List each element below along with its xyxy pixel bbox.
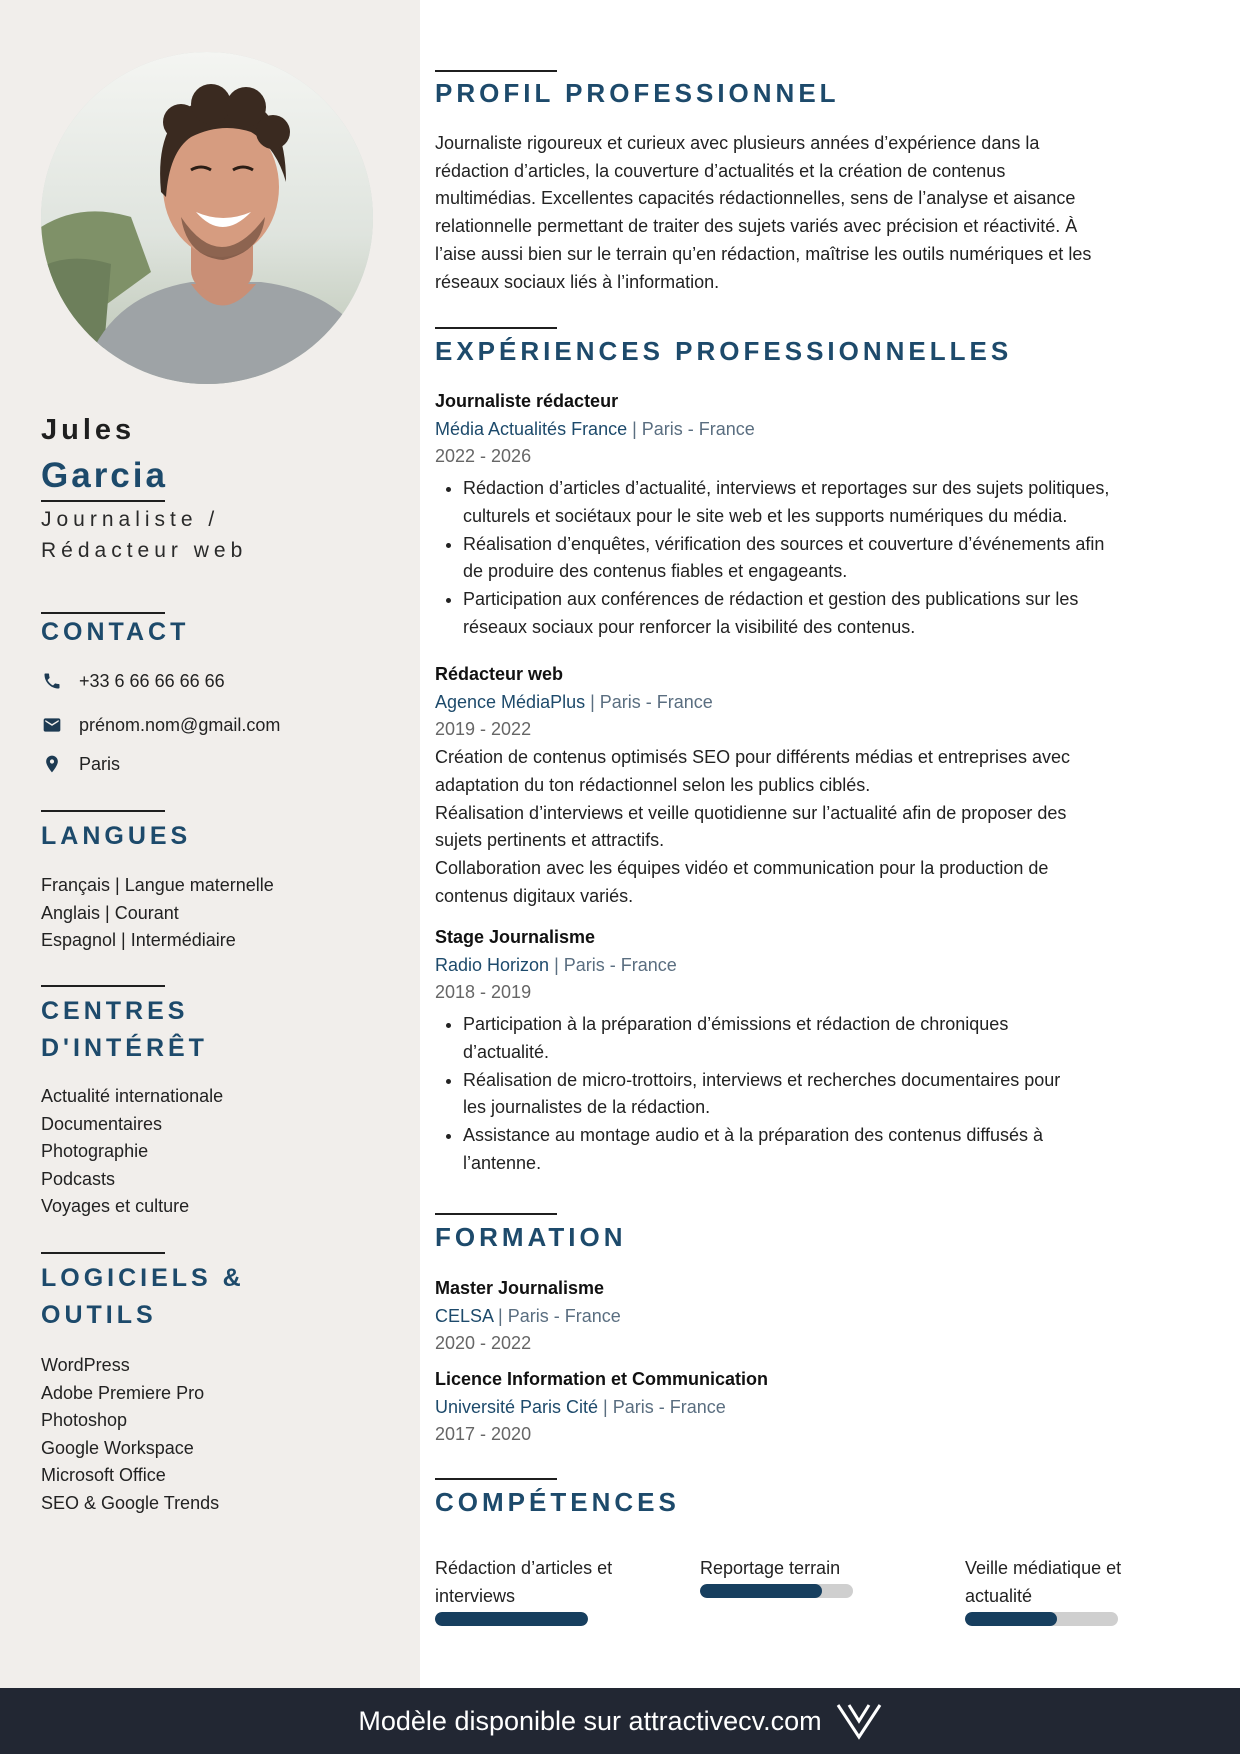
education-entry — [435, 1366, 1215, 1449]
company-name: Média Actualités France — [435, 418, 628, 439]
contact-email — [41, 712, 280, 738]
bullet-line: • Assistance au montage audio et à la préparation des contenus diffusés à — [463, 1124, 1044, 1145]
school-name: CELSA — [435, 1305, 494, 1326]
job-bullet — [463, 1067, 1215, 1122]
job-location: | Paris - France — [549, 954, 677, 975]
bullet-line: de produire des contenus fiables et engageants. — [463, 561, 848, 582]
bullet-line: • Réalisation de micro-trottoirs, interviews et recherches documentaires pour — [463, 1069, 1061, 1090]
phone-icon — [41, 670, 63, 692]
interests-heading-line: CENTRES — [41, 997, 189, 1025]
job-location: | Paris - France — [585, 691, 713, 712]
phone-number: +33 6 66 66 66 66 — [79, 670, 225, 691]
skill-label-line: Reportage terrain — [700, 1558, 841, 1578]
job-bullets — [435, 475, 1215, 641]
company-name: Radio Horizon — [435, 954, 550, 975]
bullet-line: d’actualité. — [463, 1041, 550, 1062]
skill-level-fill — [700, 1584, 822, 1598]
tools-heading-line: OUTILS — [41, 1301, 157, 1329]
job-title — [41, 504, 381, 566]
job-bullet — [463, 475, 1215, 530]
languages-list — [41, 872, 391, 955]
profile-line: l’aise aussi bien sur le terrain qu’en rédaction, maîtrise les outils numériques et les — [435, 243, 1092, 264]
job-organization — [435, 952, 1215, 980]
bullet-line: réseaux sociaux pour renforcer la visibilité des contenus. — [463, 616, 916, 637]
school-location: | Paris - France — [493, 1305, 621, 1326]
interest-item: Documentaires — [41, 1113, 163, 1134]
name-divider — [41, 500, 165, 502]
description-line: sujets pertinents et attractifs. — [435, 830, 665, 851]
contact-location — [41, 751, 120, 777]
job-bullets — [435, 1011, 1215, 1177]
section-divider — [435, 70, 557, 72]
job-dates: 2022 - 2026 — [435, 446, 532, 467]
bullet-line: l’antenne. — [463, 1152, 542, 1173]
section-divider — [435, 1478, 557, 1480]
education-entry — [435, 1275, 1215, 1358]
interests-heading — [41, 993, 381, 1067]
experience-entry — [435, 661, 1215, 910]
tool-item: Google Workspace — [41, 1437, 194, 1458]
skill-level-bar — [435, 1612, 588, 1626]
tool-item: Microsoft Office — [41, 1465, 166, 1486]
job-position: Stage Journalisme — [435, 927, 596, 947]
bullet-line: culturels et sociétaux pour le site web et les supports numériques du média. — [463, 505, 1068, 526]
skills-grid — [435, 1555, 1225, 1635]
tool-item: SEO & Google Trends — [41, 1492, 220, 1513]
skill-level-fill — [435, 1612, 588, 1626]
experience-heading: EXPÉRIENCES PROFESSIONNELLES — [435, 336, 1013, 366]
profile-photo — [41, 52, 373, 384]
footer-banner[interactable] — [0, 1688, 1240, 1754]
tools-heading-line: LOGICIELS & — [41, 1264, 245, 1292]
language-item: Espagnol | Intermédiaire — [41, 930, 236, 951]
last-name: Garcia — [41, 456, 168, 495]
section-divider — [41, 985, 165, 987]
bullet-line: • Rédaction d’articles d’actualité, interviews et reportages sur des sujets politiques, — [463, 478, 1110, 499]
bullet-line: • Réalisation d’enquêtes, vérification des sources et couverture d’événements afin — [463, 533, 1105, 554]
job-organization — [435, 416, 1215, 444]
interests-heading-line: D'INTÉRÊT — [41, 1034, 208, 1062]
tools-heading — [41, 1260, 381, 1334]
education-dates: 2020 - 2022 — [435, 1333, 532, 1354]
interest-item: Actualité internationale — [41, 1086, 224, 1106]
location-text: Paris — [79, 753, 121, 774]
section-divider — [435, 1213, 557, 1215]
section-divider — [41, 810, 165, 812]
experience-entry — [435, 924, 1215, 1177]
attractivecv-v-logo-icon — [836, 1702, 882, 1740]
bullet-line: les journalistes de la rédaction. — [463, 1097, 711, 1118]
job-dates: 2018 - 2019 — [435, 982, 532, 1003]
language-item: Français | Langue maternelle — [41, 875, 274, 895]
skill-label-line: interviews — [435, 1585, 516, 1606]
interests-list — [41, 1083, 391, 1221]
company-name: Agence MédiaPlus — [435, 691, 586, 712]
footer-text[interactable]: Modèle disponible sur attractivecv.com — [358, 1705, 822, 1736]
job-position: Rédacteur web — [435, 664, 564, 684]
tool-item: Adobe Premiere Pro — [41, 1382, 205, 1403]
skill-level-fill — [965, 1612, 1057, 1626]
job-location: | Paris - France — [627, 418, 755, 439]
skill-label-line: Rédaction d’articles et — [435, 1558, 613, 1578]
skill-item — [965, 1555, 1175, 1610]
job-title-line: Rédacteur web — [41, 539, 248, 562]
description-line: contenus digitaux variés. — [435, 885, 634, 906]
contact-heading: CONTACT — [41, 618, 190, 646]
skill-item — [700, 1555, 910, 1583]
location-pin-icon — [41, 753, 63, 775]
tools-list — [41, 1352, 391, 1518]
job-title-line: Journaliste / — [41, 508, 220, 531]
job-bullet — [463, 1011, 1215, 1066]
bullet-line: • Participation à la préparation d’émissions et rédaction de chroniques — [463, 1014, 1009, 1035]
school — [435, 1394, 1215, 1422]
skill-label-line: actualité — [965, 1585, 1033, 1606]
tool-item: Photoshop — [41, 1410, 128, 1431]
degree-title: Master Journalisme — [435, 1278, 605, 1298]
skill-label-line: Veille médiatique et — [965, 1558, 1122, 1578]
job-bullet — [463, 531, 1215, 586]
first-name: Jules — [41, 414, 136, 446]
job-bullet — [463, 1122, 1215, 1177]
interest-item: Photographie — [41, 1141, 149, 1162]
mail-icon — [41, 714, 63, 736]
experience-entry — [435, 388, 1215, 641]
interest-item: Podcasts — [41, 1168, 116, 1189]
profile-line: Journaliste rigoureux et curieux avec plusieurs années d’expérience dans la — [435, 133, 1040, 153]
profile-line: réseaux sociaux liés à l’information. — [435, 271, 720, 292]
tool-item: WordPress — [41, 1355, 130, 1375]
school-name: Université Paris Cité — [435, 1396, 599, 1417]
contact-phone — [41, 668, 225, 694]
degree-title: Licence Information et Communication — [435, 1369, 769, 1389]
bullet-line: • Participation aux conférences de rédaction et gestion des publications sur les — [463, 588, 1079, 609]
job-description — [435, 744, 1215, 910]
description-line: Création de contenus optimisés SEO pour différents médias et entreprises avec — [435, 747, 1071, 768]
email-address: prénom.nom@gmail.com — [79, 714, 281, 735]
job-bullet — [463, 586, 1215, 641]
skill-level-bar — [700, 1584, 853, 1598]
description-line: adaptation du ton rédactionnel selon les publics ciblés. — [435, 774, 871, 795]
section-divider — [435, 327, 557, 329]
profile-line: multimédias. Excellentes capacités rédactionnelles, sens de l’analyse et aisance — [435, 188, 1076, 209]
education-dates: 2017 - 2020 — [435, 1424, 532, 1445]
job-organization — [435, 689, 1215, 717]
education-heading: FORMATION — [435, 1222, 627, 1252]
interest-item: Voyages et culture — [41, 1196, 190, 1217]
skill-level-bar — [965, 1612, 1118, 1626]
school-location: | Paris - France — [598, 1396, 726, 1417]
job-dates: 2019 - 2022 — [435, 719, 532, 740]
description-line: Collaboration avec les équipes vidéo et communication pour la production de — [435, 857, 1049, 878]
description-line: Réalisation d’interviews et veille quotidienne sur l’actualité afin de proposer des — [435, 802, 1067, 823]
section-divider — [41, 1252, 165, 1254]
profile-line: relationnelle permettant de traiter des sujets variés avec précision et réactivité. À — [435, 216, 1078, 237]
profile-summary — [435, 130, 1210, 296]
school — [435, 1303, 1215, 1331]
job-position: Journaliste rédacteur — [435, 391, 619, 411]
profile-heading: PROFIL PROFESSIONNEL — [435, 78, 840, 108]
skill-item — [435, 1555, 645, 1610]
language-item: Anglais | Courant — [41, 902, 179, 923]
skills-heading: COMPÉTENCES — [435, 1487, 680, 1517]
languages-heading: LANGUES — [41, 822, 192, 850]
profile-line: rédaction d’articles, la couverture d’actualités et la création de contenus — [435, 160, 1006, 181]
